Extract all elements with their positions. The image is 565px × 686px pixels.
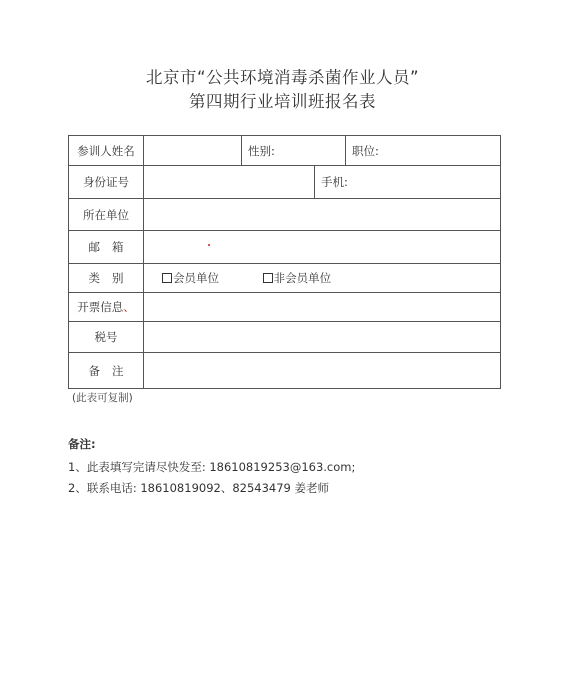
row-tax: [69, 322, 501, 353]
gender-field[interactable]: [242, 136, 346, 166]
gender-label: 性别:: [248, 143, 275, 158]
row-invoice: [69, 293, 501, 322]
member-unit-option[interactable]: [162, 270, 219, 286]
tax-field[interactable]: [144, 322, 501, 353]
position-field[interactable]: [346, 136, 501, 166]
invoice-field[interactable]: [144, 293, 501, 322]
member-unit-label: 会员单位: [173, 271, 219, 285]
category-options: [144, 264, 501, 293]
remarks-field[interactable]: [144, 353, 501, 389]
note-line-2: 2、联系电话: 18610819092、82543479 姜老师: [68, 481, 330, 495]
unit-field[interactable]: [144, 199, 501, 231]
name-field[interactable]: [144, 136, 242, 166]
form-title-line-1: 北京市“公共环境消毒杀菌作业人员”: [145, 68, 420, 87]
remarks-label: 备注: [69, 353, 144, 389]
registration-form-table: [68, 135, 501, 389]
copy-note: (此表可复制): [72, 392, 133, 404]
non-member-unit-checkbox[interactable]: [263, 273, 273, 283]
name-label: 参训人姓名: [69, 136, 144, 166]
member-unit-checkbox[interactable]: [162, 273, 172, 283]
invoice-label-cell: [69, 293, 144, 322]
non-member-unit-option[interactable]: [263, 270, 332, 286]
non-member-unit-label: 非会员单位: [273, 271, 332, 285]
red-dot-mark: [208, 244, 210, 246]
row-category: [69, 264, 501, 293]
id-field[interactable]: [144, 166, 315, 199]
phone-field[interactable]: [315, 166, 501, 199]
category-label: 类别: [69, 264, 144, 293]
notes-title: 备注:: [68, 437, 96, 451]
row-remarks: [69, 353, 501, 389]
row-name: [69, 136, 501, 166]
id-label: 身份证号: [69, 166, 144, 199]
row-email: [69, 231, 501, 264]
email-label: 邮箱: [69, 231, 144, 264]
note-line-1: 1、此表填写完请尽快发至: 18610819253@163.com;: [68, 460, 356, 474]
unit-label: 所在单位: [69, 199, 144, 231]
row-id: [69, 166, 501, 199]
row-unit: [69, 199, 501, 231]
invoice-label: 开票信息: [77, 300, 124, 314]
form-title-line-2: 第四期行业培训班报名表: [189, 92, 376, 111]
phone-label: 手机:: [321, 175, 348, 189]
email-field[interactable]: [144, 231, 501, 264]
tax-label: 税号: [69, 322, 144, 353]
position-label: 职位:: [352, 143, 379, 158]
invoice-mark: 、: [123, 300, 135, 314]
